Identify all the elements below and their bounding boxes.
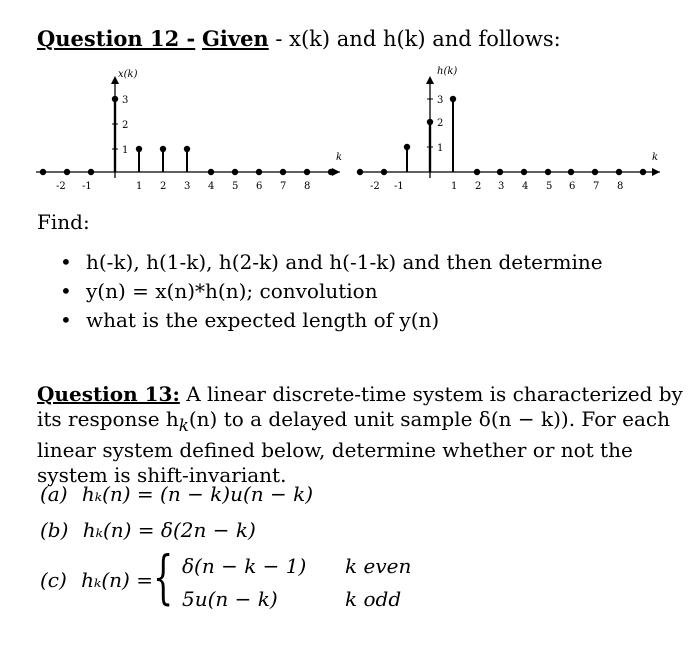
x-plot-x-tick-label: 7 [280, 181, 287, 192]
task-item [60, 306, 603, 335]
x-sample-7 [280, 169, 286, 175]
h-sample-minus2 [381, 169, 387, 175]
h-plot-y-tick-label-1: 1 [437, 143, 444, 154]
h-plot-x-tick-label: 5 [546, 181, 553, 192]
x-plot [36, 69, 342, 192]
question-12-statement: - x(k) and h(k) and follows: [268, 27, 561, 51]
x-sample-minus2 [64, 169, 70, 175]
x-sample-minus3 [40, 169, 46, 175]
x-sample-minus1 [88, 169, 94, 175]
h-plot-y-tick-label-2: 2 [437, 118, 444, 129]
x-sample-8 [304, 169, 310, 175]
x-plot-stems [40, 96, 334, 175]
equation-a-label: (a) [40, 482, 68, 506]
task-text: h(-k), h(1-k), h(2-k) and h(-1-k) and then determine [86, 250, 603, 274]
x-plot-x-tick-label: 2 [160, 181, 167, 192]
bullet-icon: • [60, 279, 72, 303]
equation-a [40, 482, 313, 506]
x-sample-5 [232, 169, 238, 175]
x-plot-y-tick-label-2: 2 [122, 120, 129, 131]
h-sample-0 [427, 119, 433, 125]
x-plot-y-tick-label-1: 1 [122, 145, 129, 156]
find-label: Find: [37, 210, 90, 234]
h-plot [357, 66, 660, 192]
subscript-k: k [178, 415, 189, 435]
equation-b-label: (b) [40, 518, 69, 542]
h-sample-1 [450, 96, 456, 102]
x-sample-4 [208, 169, 214, 175]
question-13-text-part1: A linear discrete-time system is characterized by its response h [37, 382, 683, 431]
x-sample-6 [256, 169, 262, 175]
h-plot-x-tick-label: 4 [522, 181, 529, 192]
h-plot-title: h(k) [437, 66, 458, 77]
task-list [60, 248, 603, 335]
h-plot-x-tick-label: 2 [475, 181, 482, 192]
equation-c-condition-1: k even [345, 554, 412, 578]
task-item [60, 277, 603, 306]
h-sample-6 [568, 169, 574, 175]
h-sample-minus1 [404, 144, 410, 150]
bullet-icon: • [60, 250, 72, 274]
x-sample-9 [328, 169, 334, 175]
task-item [60, 248, 603, 277]
h-plot-axis-arrow [652, 168, 660, 176]
h-plot-x-tick-label: 1 [451, 181, 458, 192]
stem-plots-figure [0, 58, 695, 203]
question-12-heading [37, 26, 561, 51]
h-plot-x-tick-label: 8 [617, 181, 624, 192]
x-sample-1 [136, 146, 142, 152]
x-plot-x-tick-label: 8 [304, 181, 311, 192]
x-plot-title: x(k) [118, 69, 138, 80]
equation-c-case-1: δ(n − k − 1) [182, 554, 307, 578]
h-plot-x-ticks [370, 181, 623, 192]
h-plot-k-label: k [652, 152, 659, 163]
h-sample-9 [640, 169, 646, 175]
equation-b [40, 518, 256, 542]
task-text: what is the expected length of y(n) [86, 308, 440, 332]
x-plot-x-ticks [56, 181, 310, 192]
x-plot-x-tick-label: 3 [184, 181, 191, 192]
h-plot-x-tick-label: 7 [593, 181, 600, 192]
x-plot-x-tick-label: 6 [256, 181, 263, 192]
x-plot-x-tick-label: -2 [56, 181, 66, 192]
x-sample-3 [184, 146, 190, 152]
h-sample-3 [497, 169, 503, 175]
h-plot-vertical-arrow [426, 76, 434, 84]
equation-c-case-2: 5u(n − k) [182, 587, 278, 611]
left-brace-icon: { [153, 543, 174, 611]
x-plot-x-tick-label: 1 [136, 181, 143, 192]
question-13-paragraph [37, 382, 687, 487]
x-plot-x-tick-label: 4 [208, 181, 215, 192]
x-plot-y-tick-label-3: 3 [122, 95, 129, 106]
h-plot-x-tick-label: 3 [498, 181, 505, 192]
x-sample-2 [160, 146, 166, 152]
question-13-title: Question 13: [37, 382, 180, 406]
equation-c [40, 568, 153, 592]
equation-c-label: (c) [40, 568, 67, 592]
equation-c-condition-2: k odd [345, 587, 402, 611]
h-sample-minus3 [357, 169, 363, 175]
given-label: Given [201, 26, 269, 51]
x-sample-0 [112, 96, 118, 102]
h-plot-x-tick-label: -1 [394, 181, 404, 192]
x-plot-k-label: k [336, 152, 343, 163]
h-sample-7 [592, 169, 598, 175]
question-12-label: Question 12 - [37, 26, 196, 51]
h-plot-stems [357, 96, 646, 175]
equation-b-body: hₖ(n) = δ(2n − k) [82, 518, 256, 542]
question-13-text-part2: (n) to a delayed unit sample δ(n − k)). For each linear system defined below, determine whether or not the system is shift-invariant. [37, 406, 671, 487]
bullet-icon: • [60, 308, 72, 332]
x-plot-x-tick-label: -1 [82, 181, 92, 192]
task-text: y(n) = x(n)*h(n); convolution [86, 279, 378, 303]
h-sample-2 [474, 169, 480, 175]
x-plot-x-tick-label: 5 [232, 181, 239, 192]
h-plot-x-tick-label: -2 [370, 181, 380, 192]
h-plot-x-tick-label: 6 [569, 181, 576, 192]
h-sample-4 [521, 169, 527, 175]
h-sample-5 [545, 169, 551, 175]
equation-a-body: hₖ(n) = (n − k)u(n − k) [81, 482, 314, 506]
h-plot-y-tick-label-3: 3 [437, 95, 444, 106]
equation-c-lhs: hₖ(n) = [81, 568, 153, 592]
h-sample-8 [616, 169, 622, 175]
